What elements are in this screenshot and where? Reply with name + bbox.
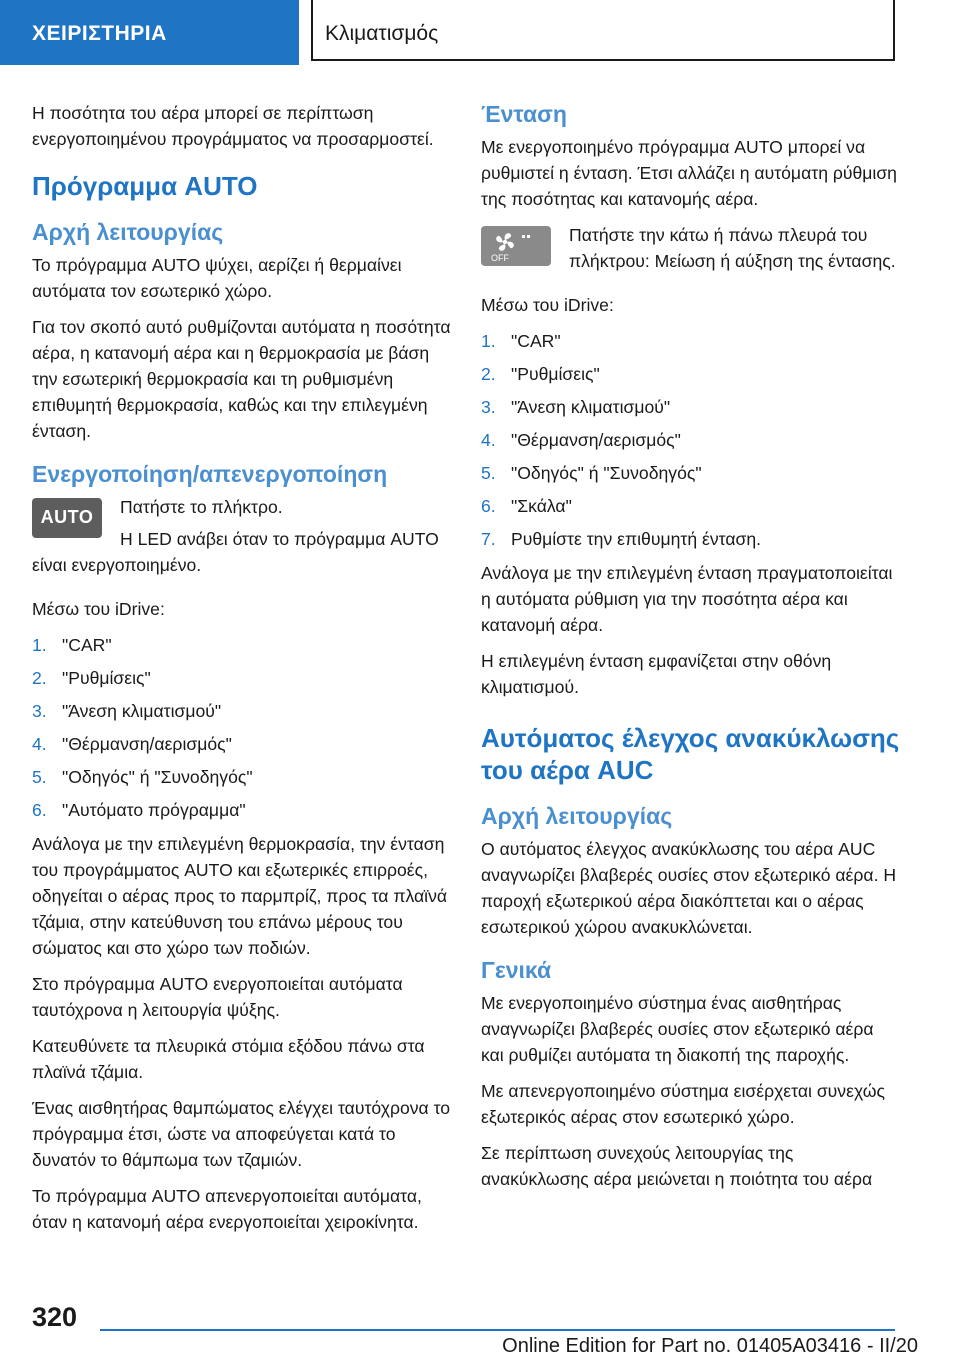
auc-heading: Αυτόματος έλεγχος ανακύκλωσης του αέρα AUC xyxy=(481,723,900,785)
step-text: "Οδηγός" ή "Συνοδηγός" xyxy=(511,463,702,483)
step-text: Ρυθμίστε την επιθυμητή ένταση. xyxy=(511,529,762,549)
step-number: 2. xyxy=(32,668,47,688)
step-text: "CAR" xyxy=(62,635,112,655)
step-number: 1. xyxy=(481,331,496,351)
program-auto-heading: Πρόγραμμα AUTO xyxy=(32,171,258,201)
step-text: "Άνεση κλιματισμού" xyxy=(62,701,222,721)
step-number: 4. xyxy=(32,734,47,754)
list-item xyxy=(32,665,452,691)
list-item xyxy=(32,698,452,724)
left-column xyxy=(32,100,452,1245)
cooling-paragraph: Στο πρόγραμμα AUTO ενεργοποιείται αυτόματα ταυτόχρονα η λειτουργία ψύξης. xyxy=(32,974,403,1020)
vents-paragraph: Κατευθύνετε τα πλευρικά στόμια εξόδου πάνω στα πλαϊνά τζάμια. xyxy=(32,1036,425,1082)
general-paragraph-3: Σε περίπτωση συνεχούς λειτουργίας της ανακύκλωσης αέρα μειώνεται η ποιότητα του αέρα xyxy=(481,1143,873,1189)
step-number: 3. xyxy=(32,701,47,721)
list-item xyxy=(32,632,452,658)
list-item xyxy=(481,361,901,387)
auto-button-block xyxy=(32,494,452,588)
fog-sensor-paragraph: Ένας αισθητήρας θαμπώματος ελέγχει ταυτόχρονα το πρόγραμμα έτσι, ώστε να αποφεύγεται κατά το δυνατόν το θάμπωμα των τζαμιών. xyxy=(32,1098,451,1170)
step-number: 4. xyxy=(481,430,496,450)
auc-principle-paragraph: Ο αυτόματος έλεγχος ανακύκλωσης του αέρα AUC αναγνωρίζει βλαβερές ουσίες στον εξωτερικό αέρα. Η παροχή εξωτερικού αέρα διακόπτεται και ο αέρας εσωτερικού χώρου ανακυκλώνεται. xyxy=(481,839,897,937)
footer-edition: Online Edition for Part no. 01405A03416 - II/20 xyxy=(502,1335,918,1357)
intensity-steps-list xyxy=(481,328,901,552)
auto-steps-list xyxy=(32,632,452,823)
step-text: "Ρυθμίσεις" xyxy=(62,668,151,688)
step-text: "Αυτόματο πρόγραμμα" xyxy=(62,800,246,820)
intensity-paragraph: Με ενεργοποιημένο πρόγραμμα AUTO μπορεί να ρυθμιστεί η ένταση. Έτσι αλλάζει η αυτόματη ρύθμιση της ποσότητας και κατανομής αέρα. xyxy=(481,137,897,209)
led-text: Η LED ανάβει όταν το πρόγραμμα AUTO είναι ενεργοποιημένο. xyxy=(32,529,439,575)
header-chapter-box xyxy=(311,0,895,61)
intensity-heading: Ένταση xyxy=(481,101,567,127)
list-item xyxy=(32,764,452,790)
intensity-display-paragraph: Η επιλεγμένη ένταση εμφανίζεται στην οθόνη κλιματισμού. xyxy=(481,651,832,697)
step-number: 1. xyxy=(32,635,47,655)
intensity-result-paragraph: Ανάλογα με την επιλεγμένη ένταση πραγματοποιείται η αυτόματα ρύθμιση για την ποσότητα αέρα και κατανομή αέρα. xyxy=(481,563,893,635)
deactivation-paragraph: Το πρόγραμμα AUTO απενεργοποιείται αυτόματα, όταν η κατανομή αέρα ενεργοποιείται χειροκίνητα. xyxy=(32,1186,422,1232)
press-button-text: Πατήστε το πλήκτρο. xyxy=(120,497,283,517)
step-number: 7. xyxy=(481,529,496,549)
step-text: "Ρυθμίσεις" xyxy=(511,364,600,384)
list-item xyxy=(481,427,901,453)
step-text: "Θέρμανση/αερισμός" xyxy=(511,430,681,450)
fan-off-label: OFF xyxy=(491,253,509,263)
step-number: 5. xyxy=(32,767,47,787)
general-paragraph-1: Με ενεργοποιημένο σύστημα ένας αισθητήρας αναγνωρίζει βλαβερές ουσίες στον εξωτερικό αέρα και ρυθμίζει αυτόματα τη διακοπή της παροχής. xyxy=(481,993,874,1065)
list-item xyxy=(481,526,901,552)
step-text: "Οδηγός" ή "Συνοδηγός" xyxy=(62,767,253,787)
list-item xyxy=(32,731,452,757)
principle-heading: Αρχή λειτουργίας xyxy=(32,219,224,245)
general-heading: Γενικά xyxy=(481,957,552,983)
step-number: 6. xyxy=(32,800,47,820)
via-idrive-text-right: Μέσω του iDrive: xyxy=(481,295,614,315)
auc-principle-heading: Αρχή λειτουργίας xyxy=(481,803,673,829)
general-paragraph-2: Με απενεργοποιημένο σύστημα εισέρχεται συνεχώς εξωτερικός αέρας στον εσωτερικό χώρο. xyxy=(481,1081,885,1127)
header-chapter-title: Κλιματισμός xyxy=(325,22,439,45)
footer-divider xyxy=(100,1329,895,1331)
list-item xyxy=(481,493,901,519)
list-item xyxy=(481,328,901,354)
list-item xyxy=(481,394,901,420)
fan-button-block xyxy=(481,222,901,284)
via-idrive-text: Μέσω του iDrive: xyxy=(32,599,165,619)
page-number: 320 xyxy=(32,1302,78,1332)
header-section-tab xyxy=(0,0,299,65)
fan-button-icon xyxy=(481,226,551,266)
list-item xyxy=(481,460,901,486)
auto-button-label: AUTO xyxy=(40,507,94,527)
step-text: "Σκάλα" xyxy=(511,496,572,516)
step-number: 3. xyxy=(481,397,496,417)
step-number: 6. xyxy=(481,496,496,516)
auto-button-icon xyxy=(32,498,102,538)
press-sides-text: Πατήστε την κάτω ή πάνω πλευρά του πλήκτρου: Μείωση ή αύξηση της έντασης. xyxy=(569,225,896,271)
principle-paragraph-2: Για τον σκοπό αυτό ρυθμίζονται αυτόματα η ποσότητα αέρα, η κατανομή αέρα και η θερμοκρασία με βάση την εσωτερική θερμοκρασία και τη ρυθμισμένη επιθυμητή θερμοκρασία, καθώς και την επιλεγμένη ένταση. xyxy=(32,317,451,441)
step-text: "CAR" xyxy=(511,331,561,351)
header-section-title: ΧΕΙΡΙΣΤΗΡΙΑ xyxy=(32,22,167,45)
activation-heading: Ενεργοποίηση/απενεργοποίηση xyxy=(32,461,388,487)
list-item xyxy=(32,797,452,823)
fan-icon xyxy=(481,226,551,266)
air-distribution-paragraph: Ανάλογα με την επιλεγμένη θερμοκρασία, την ένταση του προγράμματος AUTO και εξωτερικές επιρροές, οδηγείται ο αέρας προς το παρμπρίζ, προς τα πλαϊνά τζάμια, στην κατεύθυνση του επάνω μέρους του σώματος και στο χώρο των ποδιών. xyxy=(32,834,448,958)
intro-paragraph: Η ποσότητα του αέρα μπορεί σε περίπτωση ενεργοποιημένου προγράμματος να προσαρμοστεί. xyxy=(32,103,434,149)
principle-paragraph-1: Το πρόγραμμα AUTO ψύχει, αερίζει ή θερμαίνει αυτόματα τον εσωτερικό χώρο. xyxy=(32,255,402,301)
step-number: 2. xyxy=(481,364,496,384)
step-number: 5. xyxy=(481,463,496,483)
step-text: "Άνεση κλιματισμού" xyxy=(511,397,671,417)
step-text: "Θέρμανση/αερισμός" xyxy=(62,734,232,754)
right-column xyxy=(481,100,901,1202)
